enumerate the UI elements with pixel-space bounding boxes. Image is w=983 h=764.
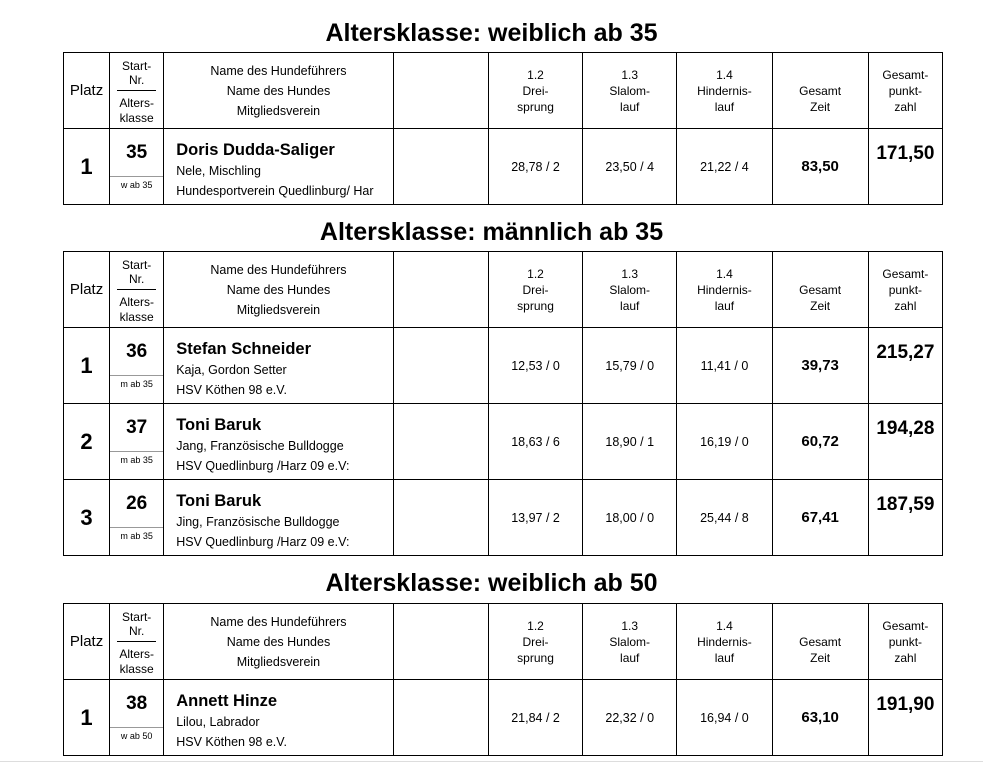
start-cell <box>110 480 164 556</box>
header-blank <box>393 53 488 129</box>
header-blank <box>393 252 488 328</box>
start-cell <box>110 680 164 756</box>
header-slalomlauf: 1.3 Slalom- lauf <box>583 604 677 680</box>
header-dreisprung: 1.2 Drei- sprung <box>488 604 582 680</box>
platz: 1 <box>64 328 110 404</box>
total-time: 63,10 <box>772 680 868 756</box>
header-name: Name des Hundeführers Name des Hundes Mitgliedsverein <box>164 53 394 129</box>
start-cell <box>110 328 164 404</box>
section-title-maennlich-35: Altersklasse: männlich ab 35 <box>319 218 664 246</box>
header-hindernislauf: 1.4 Hindernis- lauf <box>677 604 772 680</box>
club-name: HSV Köthen 98 e.V. <box>176 735 287 749</box>
header-platz: Platz <box>64 252 110 328</box>
total-time: 67,41 <box>772 480 868 556</box>
results-table-maennlich-35 <box>63 251 943 556</box>
header-name: Name des Hundeführers Name des Hundes Mitgliedsverein <box>164 604 394 680</box>
blank-cell <box>393 404 488 480</box>
header-punktzahl: Gesamt- punkt- zahl <box>868 604 942 680</box>
header-start: Start- Nr. Alters- klasse <box>110 53 164 129</box>
dreisprung-result: 18,63 / 6 <box>488 404 582 480</box>
dreisprung-result: 28,78 / 2 <box>488 129 582 205</box>
start-cell <box>110 129 164 205</box>
handler-name: Toni Baruk <box>176 492 262 510</box>
blank-cell <box>393 328 488 404</box>
table-row <box>64 404 943 480</box>
total-time: 83,50 <box>772 129 868 205</box>
club-name: HSV Köthen 98 e.V. <box>176 383 287 397</box>
start-number: 26 <box>126 493 148 514</box>
table-row <box>64 328 943 404</box>
header-row <box>64 604 943 680</box>
results-table-weiblich-35 <box>63 52 943 205</box>
start-number: 38 <box>126 693 148 714</box>
results-table-weiblich-50 <box>63 603 943 756</box>
hindernislauf-result: 25,44 / 8 <box>677 480 772 556</box>
slalomlauf-result: 18,00 / 0 <box>583 480 677 556</box>
handler-name: Stefan Schneider <box>176 340 311 358</box>
header-slalomlauf: 1.3 Slalom- lauf <box>583 252 677 328</box>
header-punktzahl: Gesamt- punkt- zahl <box>868 252 942 328</box>
header-start: Start- Nr. Alters- klasse <box>110 252 164 328</box>
name-cell <box>164 680 394 756</box>
age-class: m ab 35 <box>120 455 153 465</box>
hindernislauf-result: 11,41 / 0 <box>677 328 772 404</box>
header-platz: Platz <box>64 604 110 680</box>
section-title-weiblich-50: Altersklasse: weiblich ab 50 <box>325 569 658 597</box>
platz: 1 <box>64 129 110 205</box>
slalomlauf-result: 18,90 / 1 <box>583 404 677 480</box>
header-gesamtzeit: Gesamt Zeit <box>772 604 868 680</box>
header-gesamtzeit: Gesamt Zeit <box>772 252 868 328</box>
dreisprung-result: 21,84 / 2 <box>488 680 582 756</box>
hindernislauf-result: 16,94 / 0 <box>677 680 772 756</box>
dog-name: Kaja, Gordon Setter <box>176 363 287 377</box>
total-points: 191,90 <box>868 680 942 756</box>
dog-name: Nele, Mischling <box>176 164 261 178</box>
start-number: 36 <box>126 341 148 362</box>
age-class: m ab 35 <box>120 531 153 541</box>
hindernislauf-result: 21,22 / 4 <box>677 129 772 205</box>
age-class: w ab 50 <box>120 731 153 741</box>
header-blank <box>393 604 488 680</box>
name-cell <box>164 129 394 205</box>
header-hindernislauf: 1.4 Hindernis- lauf <box>677 252 772 328</box>
header-slalomlauf: 1.3 Slalom- lauf <box>583 53 677 129</box>
table-row <box>64 480 943 556</box>
total-points: 215,27 <box>868 328 942 404</box>
header-start: Start- Nr. Alters- klasse <box>110 604 164 680</box>
club-name: HSV Quedlinburg /Harz 09 e.V: <box>176 535 350 549</box>
slalomlauf-result: 15,79 / 0 <box>583 328 677 404</box>
age-class: w ab 35 <box>120 180 153 190</box>
header-name: Name des Hundeführers Name des Hundes Mitgliedsverein <box>164 252 394 328</box>
start-cell <box>110 404 164 480</box>
club-name: HSV Quedlinburg /Harz 09 e.V: <box>176 459 350 473</box>
platz: 2 <box>64 404 110 480</box>
page-bottom-edge <box>0 761 983 762</box>
name-cell <box>164 404 394 480</box>
header-hindernislauf: 1.4 Hindernis- lauf <box>677 53 772 129</box>
total-points: 194,28 <box>868 404 942 480</box>
header-dreisprung: 1.2 Drei- sprung <box>488 53 582 129</box>
total-time: 60,72 <box>772 404 868 480</box>
dog-name: Jing, Französische Bulldogge <box>176 515 340 529</box>
total-time: 39,73 <box>772 328 868 404</box>
table-row <box>64 680 943 756</box>
header-dreisprung: 1.2 Drei- sprung <box>488 252 582 328</box>
handler-name: Toni Baruk <box>176 416 262 434</box>
dreisprung-result: 13,97 / 2 <box>488 480 582 556</box>
handler-name: Doris Dudda-Saliger <box>176 141 335 159</box>
total-points: 171,50 <box>868 129 942 205</box>
header-row <box>64 53 943 129</box>
header-punktzahl: Gesamt- punkt- zahl <box>868 53 942 129</box>
blank-cell <box>393 680 488 756</box>
blank-cell <box>393 480 488 556</box>
total-points: 187,59 <box>868 480 942 556</box>
dog-name: Lilou, Labrador <box>176 715 260 729</box>
club-name: Hundesportverein Quedlinburg/ Har <box>176 184 374 198</box>
handler-name: Annett Hinze <box>176 692 278 710</box>
age-class: m ab 35 <box>120 379 153 389</box>
table-row <box>64 129 943 205</box>
dreisprung-result: 12,53 / 0 <box>488 328 582 404</box>
start-number: 35 <box>126 142 148 163</box>
platz: 3 <box>64 480 110 556</box>
header-row <box>64 252 943 328</box>
start-number: 37 <box>126 417 148 438</box>
platz: 1 <box>64 680 110 756</box>
name-cell <box>164 328 394 404</box>
header-gesamtzeit: Gesamt Zeit <box>772 53 868 129</box>
blank-cell <box>393 129 488 205</box>
dog-name: Jang, Französische Bulldogge <box>176 439 344 453</box>
name-cell <box>164 480 394 556</box>
hindernislauf-result: 16,19 / 0 <box>677 404 772 480</box>
cut-off-page-title <box>430 0 630 8</box>
slalomlauf-result: 22,32 / 0 <box>583 680 677 756</box>
slalomlauf-result: 23,50 / 4 <box>583 129 677 205</box>
header-platz: Platz <box>64 53 110 129</box>
section-title-weiblich-35: Altersklasse: weiblich ab 35 <box>325 19 658 47</box>
